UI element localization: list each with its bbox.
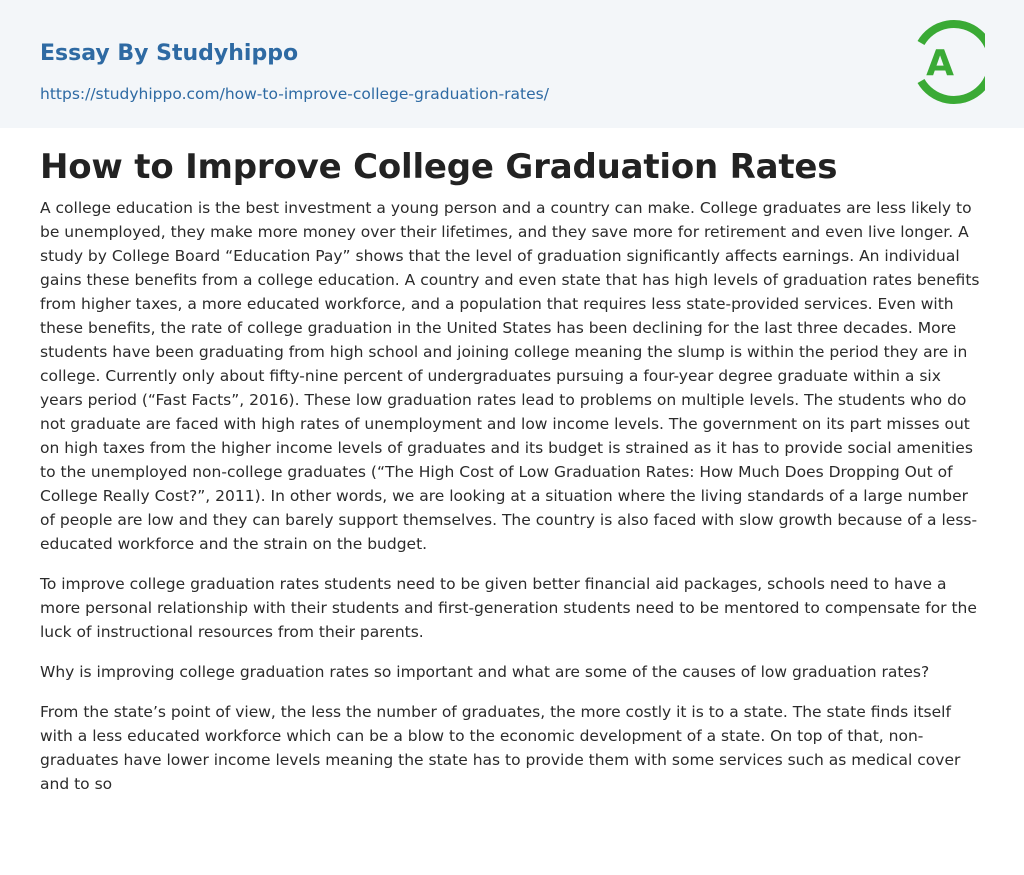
page-title: How to Improve College Graduation Rates [40,147,838,187]
logo-letter: A [926,43,954,84]
brand-title[interactable]: Essay By Studyhippo [40,41,299,66]
article-url-link[interactable]: https://studyhippo.com/how-to-improve-college-graduation-rates/ [40,85,549,103]
paragraph-1: A college education is the best investment a young person and a country can make. College graduates are less likely to be unemployed, they make more money over their lifetimes, and they save more for retirement and even live longer. A study by College Board “Education Pay” shows that the level of graduation significantly affects earnings. An individual gains these benefits from a college education. A country and even state that has high levels of graduation rates benefits from higher taxes, a more educated workforce, and a population that requires less state-provided services. Even with these benefits, the rate of college graduation in the United States has been declining for the last three decades. More students have been graduating from high school and joining college meaning the slump is within the period they are in college. Currently only about fifty-nine percent of undergraduates pursuing a four-year degree graduate within a six years period (“Fast Facts”, 2016). These low graduation rates lead to problems on multiple levels. The students who do not graduate are faced with high rates of unemployment and low income levels. The government on its part misses out on high taxes from the higher income levels of graduates and its budget is strained as it has to provide social amenities to the unemployed non-college graduates (“The High Cost of Low Graduation Rates: How Much Does Dropping Out of College Really Cost?”, 2011). In other words, we are looking at a situation where the living standards of a large number of people are low and they can barely support themselves. The country is also faced with slow growth because of a less-educated workforce and the strain on the budget. [40,199,980,553]
article-content [40,144,986,812]
paragraph-2: To improve college graduation rates students need to be given better financial aid packages, schools need to have a more personal relationship with their students and first-generation students need to be mentored to compensate for the luck of instructional resources from their parents. [40,575,977,641]
paragraph-4: From the state’s point of view, the less the number of graduates, the more costly it is to a state. The state finds itself with a less educated workforce which can be a blow to the economic development of a state. On top of that, non-graduates have lower income levels meaning the state has to provide them with some services such as medical cover and to so [40,703,961,793]
site-header [0,0,1024,128]
studyhippo-logo-icon[interactable] [913,19,985,105]
paragraph-3: Why is improving college graduation rates so important and what are some of the causes of low graduation rates? [40,663,930,681]
